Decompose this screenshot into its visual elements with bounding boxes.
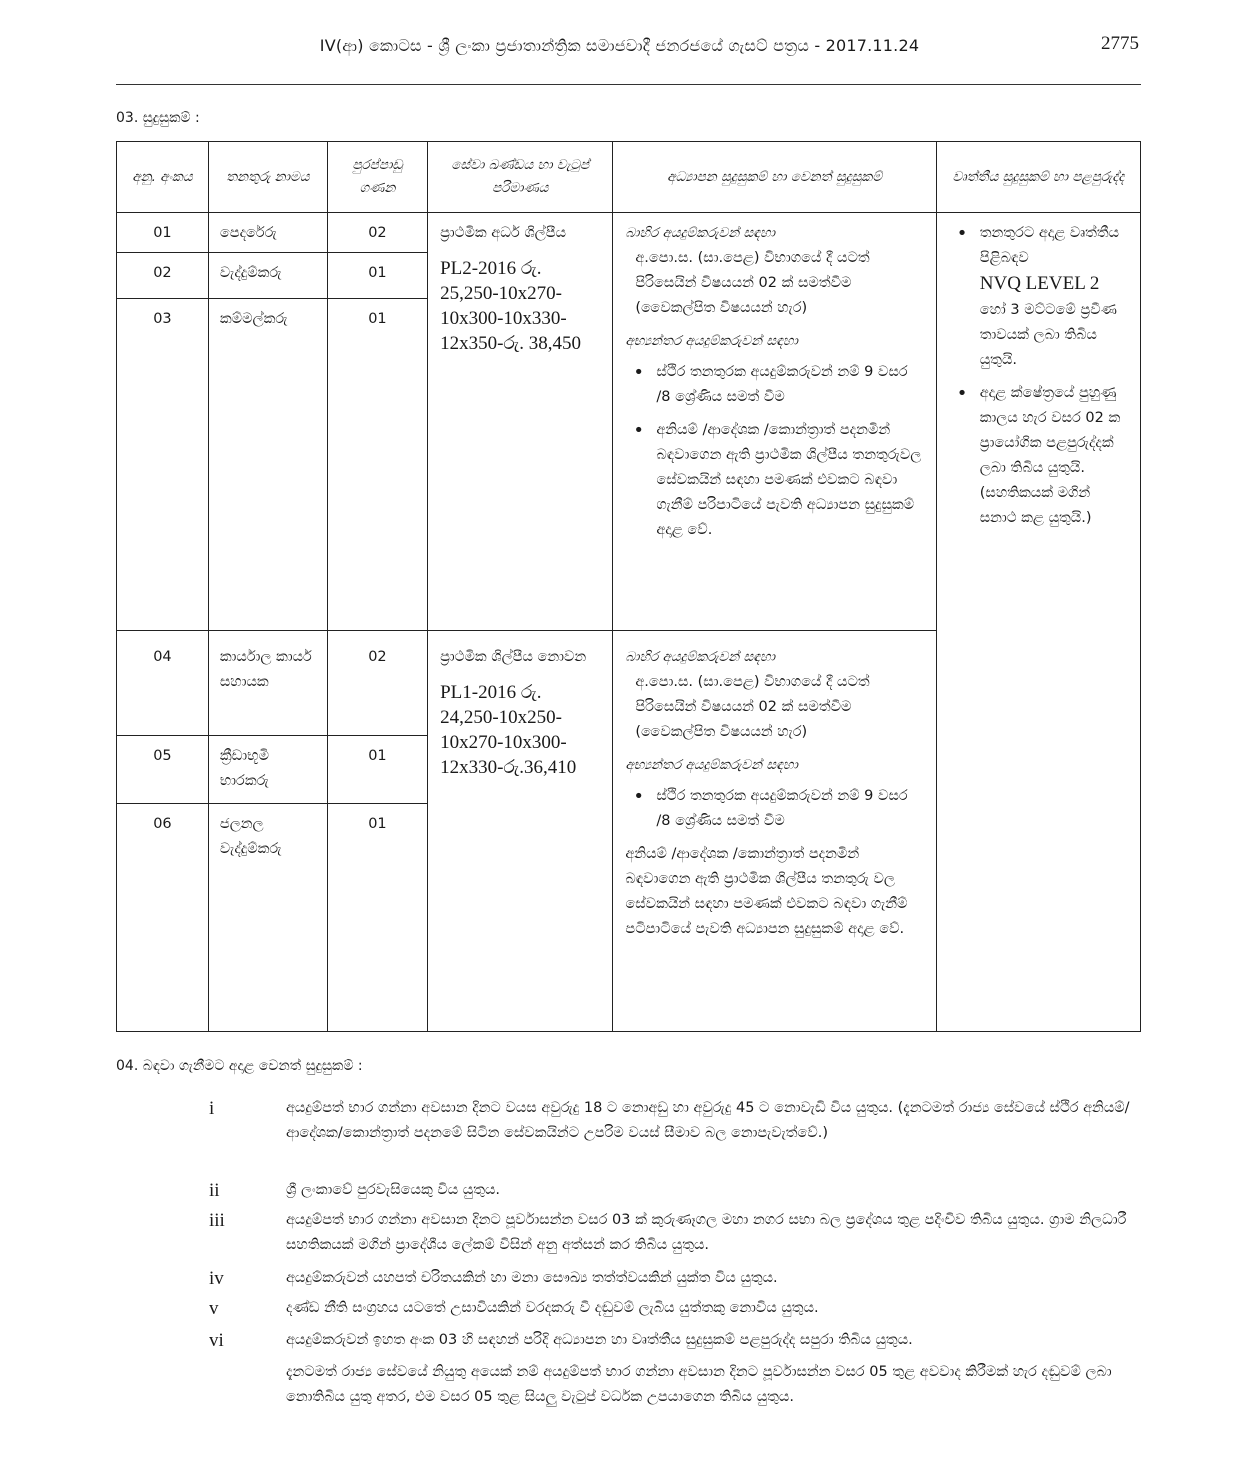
requirement-trailing xyxy=(116,1360,1141,1410)
row-count: 02 xyxy=(327,631,427,736)
external-heading: බාහිර අයදුම්කරුවන් සඳහා xyxy=(625,649,776,665)
list-item xyxy=(949,221,1130,373)
service-cell-group2 xyxy=(428,631,613,1032)
qualifications-table xyxy=(116,141,1141,1032)
requirement-text: දණ්ඩ නීති සංග්‍රහය යටතේ උසාවියකින් වරදකරු වී දඬුවම් ලැබිය යුත්තකු නොවිය යුතුය. xyxy=(286,1300,819,1316)
gazette-header-title: IV(ආ) කොටස - ශ්‍රී ලංකා ප්‍රජාතාන්ත්‍රික සමාජවාදී ජනරජයේ ගැසට් පත්‍රය - 2017.11.24 xyxy=(319,36,920,55)
row-count: 01 xyxy=(327,804,427,1032)
external-heading: බාහිර අයදුම්කරුවන් සඳහා xyxy=(625,225,776,241)
requirement-number: iii xyxy=(209,1210,225,1231)
list-item: • අනියම් /ආදේශක /කොන්ත්‍රාත් පදනමින් බඳවාගෙන ඇති ප්‍රාථමික ශිල්පීය තනතුරුවල සේවකයින් සඳහා පමණක් එවකට බඳවා ගැනීම් පරිපාටියේ පැවති අධ්‍යාපන සුදුසුකම් අදාළ වේ. xyxy=(625,418,925,543)
requirement-text: අයදුම්පත් භාර ගන්නා අවසාන දිනට පූර්වාසන්න වසර 03 ක් කුරුණෑගල මහා නගර සභා බල ප්‍රදේශය තුළ පදිංචිව තිබිය යුතුය. ග්‍රාම නිලධාරී සහතිකයක් මගින් ප්‍රාදේශීය ලේකම් විසින් අනු අත්සන් කර තිබිය යුතුය. xyxy=(286,1212,1127,1253)
requirement-text: ශ්‍රී ලංකාවේ පුරවැසියෙකු විය යුතුය. xyxy=(286,1182,501,1198)
table-header-row xyxy=(117,142,1141,213)
prof-text: තනතුරට අදාළ වෘත්තීය පිළිබඳව xyxy=(979,225,1120,266)
row-title: පෙදරේරු xyxy=(208,213,327,253)
requirement-text: දැනටමත් රාජ්‍ය සේවයේ නියුතු අයෙක් නම් අයදුම්පත් භාර ගන්නා අවසාන දිනට පූර්වාසන්න වසර 05 තුළ අවවාද කිරීමක් හැර දඬුවම් ලබා නොතිබිය යුතු අතර, එම වසර 05 තුළ සියලු වැටුප් වර්ධක උපයාගෙන තිබිය යුතුය. xyxy=(286,1364,1112,1405)
requirement-number: v xyxy=(209,1298,219,1319)
education-cell-group1 xyxy=(613,213,936,631)
page-number: 2775 xyxy=(1101,33,1139,54)
internal-heading: අභ්‍යන්තර අයදුම්කරුවන් සඳහා xyxy=(625,757,798,773)
salary-scale: PL2-2016 රු. 25,250-10x270-10x300-10x330-12x350-රු. 38,450 xyxy=(440,258,582,354)
prof-text: හෝ 3 මට්ටමේ ප්‍රවීණ තාවයක් ලබා තිබිය යුතුයි. xyxy=(979,302,1117,368)
list-item: • අදාළ ක්ෂේත්‍රයේ පුහුණු කාලය හැර වසර 02 ක ප්‍රායෝගික පළපුරුද්දක් ලබා තිබිය යුතුයි. (සහතිකයක් මගින් සනාථ කළ යුතුයි.) xyxy=(949,381,1130,531)
col-header-service: සේවා ඛණ්ඩය හා වැටුප් පරිමාණය xyxy=(428,142,613,213)
requirement-item xyxy=(116,1328,1141,1353)
row-count: 01 xyxy=(327,299,427,631)
row-no: 04 xyxy=(117,631,209,736)
requirement-number: i xyxy=(209,1098,215,1119)
education-cell-group2 xyxy=(613,631,936,1032)
row-title: ජලනල වැද්දුම්කරු xyxy=(208,804,327,1032)
requirement-item xyxy=(116,1208,1141,1258)
header-rule xyxy=(116,84,1141,85)
row-no: 02 xyxy=(117,253,209,299)
row-title: කම්මල්කරු xyxy=(208,299,327,631)
row-title: කාර්යාල කාර්ය සහායක xyxy=(208,631,327,736)
requirement-text: අයදුම්කරුවන් යහපත් චරිතයකින් හා මනා සෞඛ්‍ය තත්ත්වයකින් යුක්ත විය යුතුය. xyxy=(286,1270,778,1286)
row-title: වැද්දුම්කරු xyxy=(208,253,327,299)
list-item: • ස්ථිර තනතුරක අයදුම්කරුවන් නම් 9 වසර /8 ශ්‍රේණිය සමත් වීම xyxy=(625,784,925,834)
requirement-text: අයදුම්කරුවන් ඉහත අංක 03 හි සඳහන් පරිදි අධ්‍යාපන හා වෘත්තීය සුදුසුකම් පළපුරුද්ද සපුරා තිබිය යුතුය. xyxy=(286,1332,913,1348)
section3-heading: 03. සුදුසුකම් : xyxy=(116,110,200,126)
row-no: 05 xyxy=(117,736,209,804)
col-header-no: අනු. අංකය xyxy=(117,142,209,213)
col-header-professional: වෘත්තීය සුදුසුකම් හා පළපුරුද්ද xyxy=(936,142,1140,213)
requirement-item xyxy=(116,1178,1141,1203)
row-count: 01 xyxy=(327,736,427,804)
row-no: 06 xyxy=(117,804,209,1032)
row-title: ක්‍රීඩාභූමි භාරකරු xyxy=(208,736,327,804)
service-cell-group1 xyxy=(428,213,613,631)
section4-heading: 04. බඳවා ගැනීමට අදාළ වෙනත් සුදුසුකම් : xyxy=(116,1058,363,1074)
internal-heading: අභ්‍යන්තර අයදුම්කරුවන් සඳහා xyxy=(625,333,798,349)
row-no: 03 xyxy=(117,299,209,631)
list-item: • ස්ථිර තනතුරක අයදුම්කරුවන් නම් 9 වසර /8 ශ්‍රේණිය සමත් වීම xyxy=(625,360,925,410)
requirement-number: ii xyxy=(209,1180,220,1201)
requirement-item xyxy=(116,1296,1141,1321)
requirement-number: vi xyxy=(209,1330,224,1351)
requirement-item xyxy=(116,1096,1141,1146)
requirement-text: අයදුම්පත් භාර ගන්නා අවසාන දිනට වයස අවුරුදු 18 ට නොඅඩු හා අවුරුදු 45 ට නොවැඩි විය යුතුය. (දැනටමත් රාජ්‍ය සේවයේ ස්ථිර අනියම්/ආදේශක/කොන්ත්‍රාත් පදනමේ සිටින සේවකයින්ට උපරිම වයස් සීමාව බල නොපැවැත්වේ.) xyxy=(286,1100,1130,1141)
salary-scale: PL1-2016 රු. 24,250-10x250-10x270-10x300-12x330-රු.36,410 xyxy=(440,682,577,778)
external-text: අ.පො.ස. (සා.පෙළ) විභාගයේ දී යටත් පිරිසෙයින් විෂයයන් 02 ක් සමත්වීම (වෛකල්පිත විෂයයන් හැර) xyxy=(635,674,870,740)
external-text: අ.පො.ස. (සා.පෙළ) විභාගයේ දී යටත් පිරිසෙයින් විෂයයන් 02 ක් සමත්වීම (වෛකල්පිත විෂයයන් හැර) xyxy=(635,250,870,316)
col-header-vacancies: පුරප්පාඩු ගණන xyxy=(327,142,427,213)
service-category: ප්‍රාථමික ශිල්පීය නොවන xyxy=(440,649,587,665)
extra-text: අනියම් /ආදේශක /කොන්ත්‍රාත් පදනමින් බඳවාගෙන ඇති ප්‍රාථමික ශිල්පීය තනතුරු වල සේවකයින් සඳහා පමණක් එවකට බඳවා ගැනීම් පටිපාටියේ පැවති අධ්‍යාපන සුදුසුකම් අදාළ වේ. xyxy=(625,846,908,937)
table-row xyxy=(117,213,1141,253)
service-category: ප්‍රාථමික අර්ධ ශිල්පීය xyxy=(440,225,566,241)
requirement-number: iv xyxy=(209,1268,224,1289)
nvq-level: NVQ LEVEL 2 xyxy=(979,273,1100,294)
requirement-item xyxy=(116,1266,1141,1291)
col-header-education: අධ්‍යාපන සුදුසුකම් හා වෙනත් සුදුසුකම් xyxy=(613,142,936,213)
row-count: 01 xyxy=(327,253,427,299)
col-header-title: තනතුරු නාමය xyxy=(208,142,327,213)
row-no: 01 xyxy=(117,213,209,253)
row-count: 02 xyxy=(327,213,427,253)
professional-cell xyxy=(936,213,1140,1032)
